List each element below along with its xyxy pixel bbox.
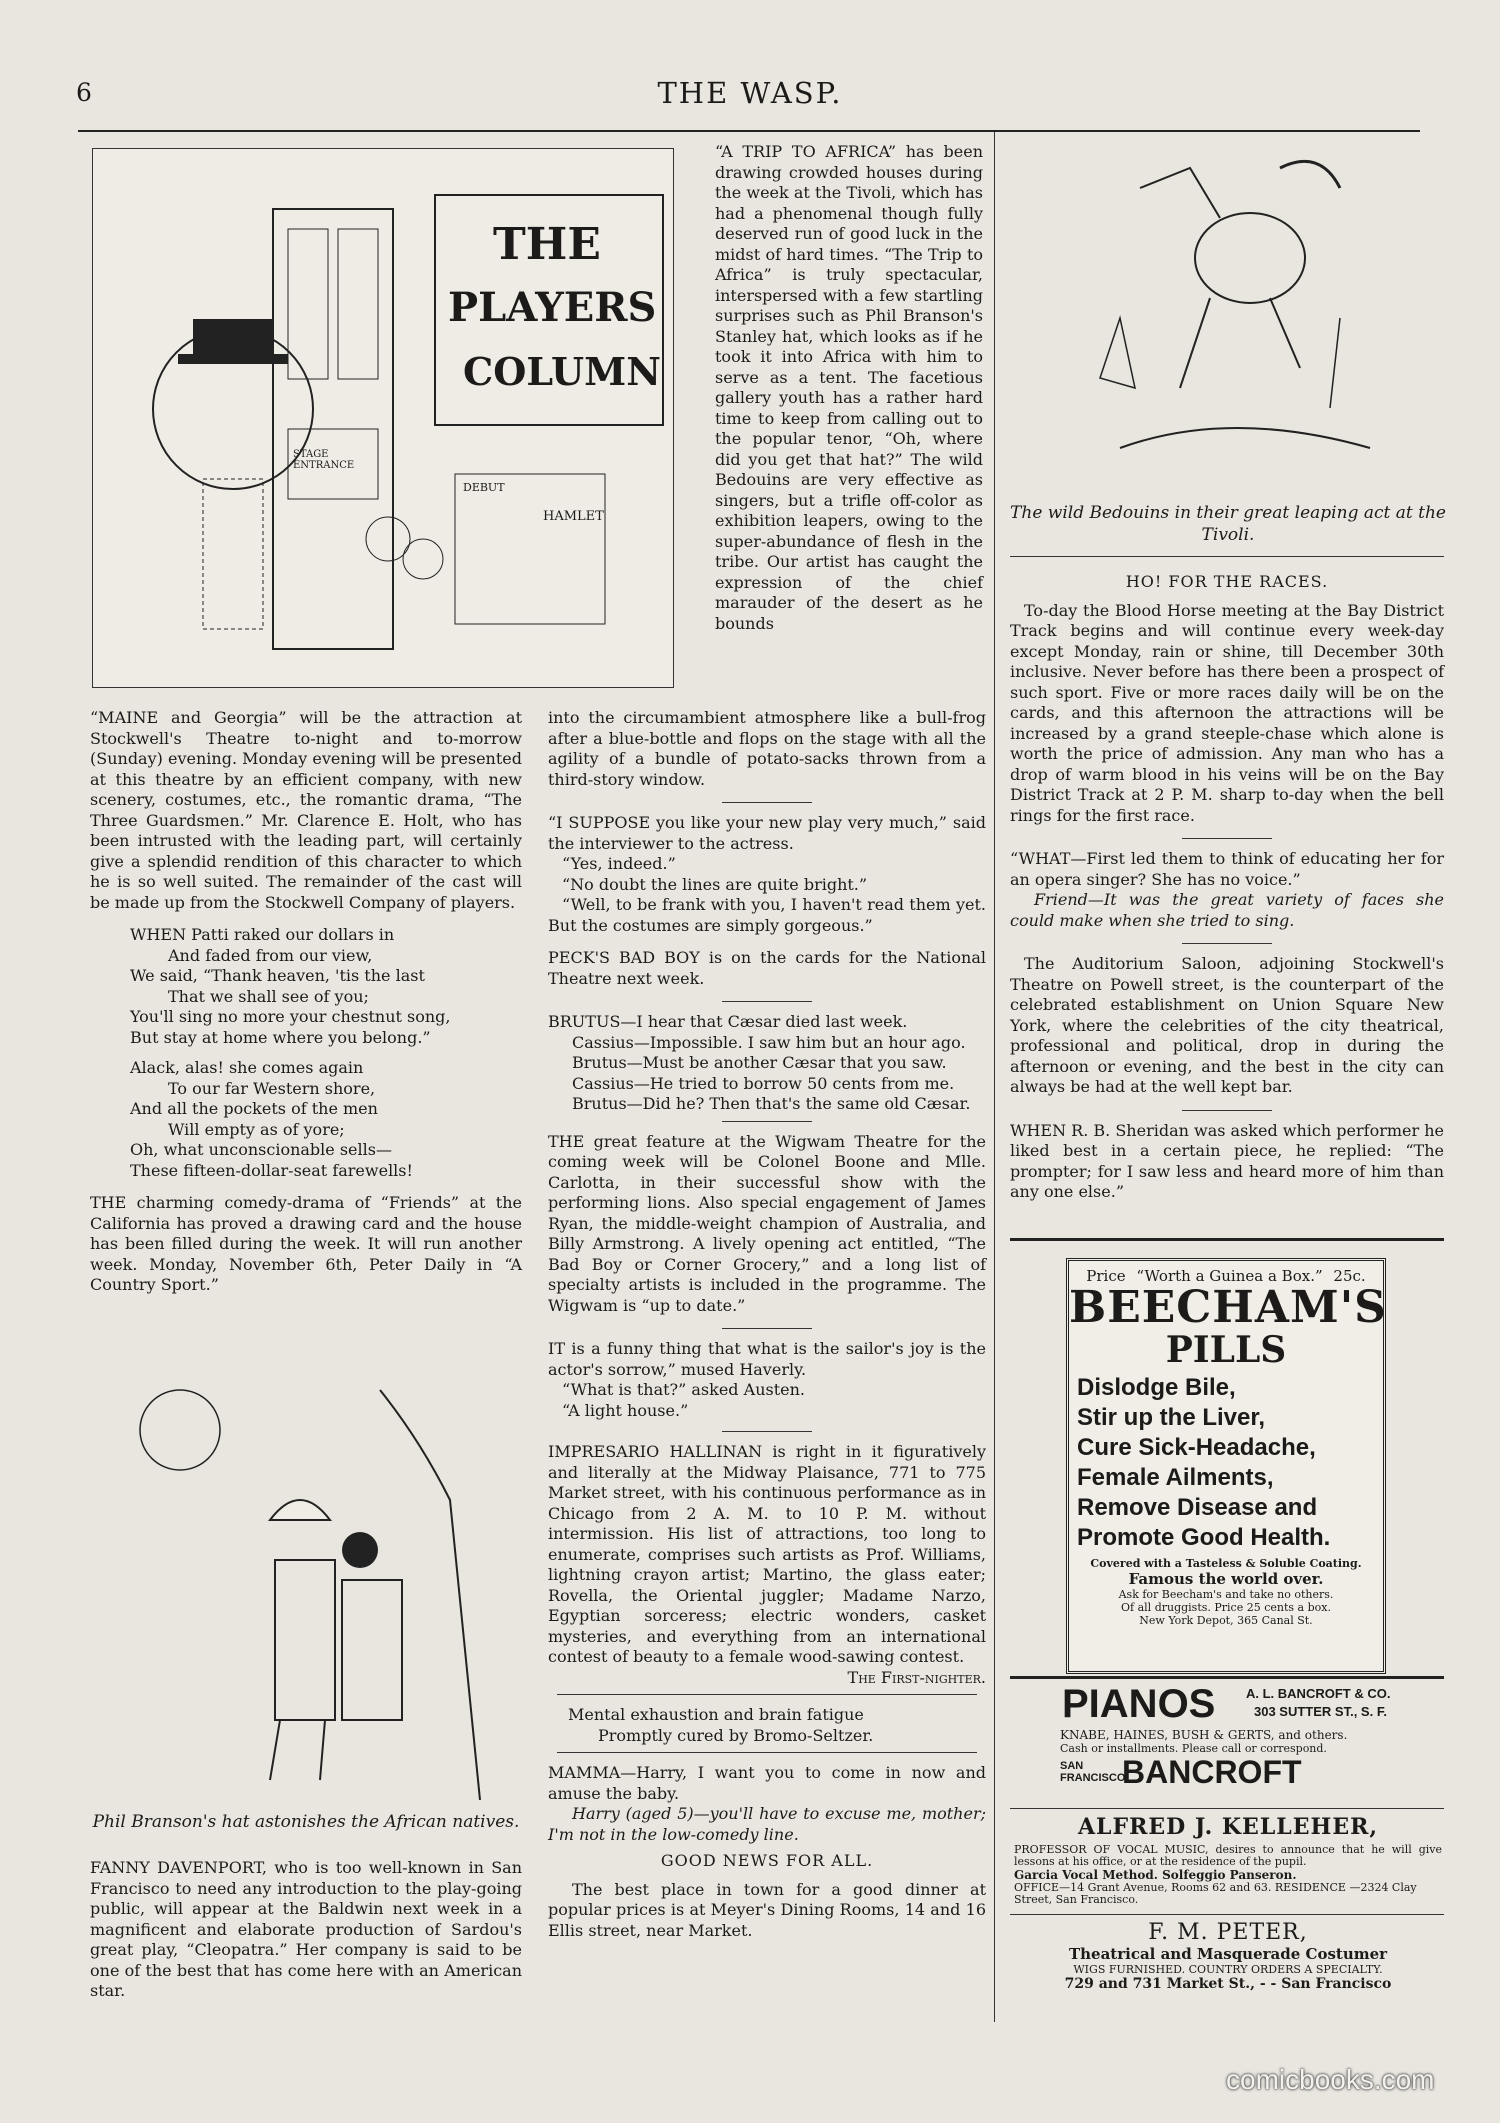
- brutus-line: Brutus—Must be another Cæsar that you saw.: [572, 1053, 947, 1072]
- maine-georgia-article: “MAINE and Georgia” will be the attraction at Stockwell's Theatre to-night and to-morrow (Sunday) evening. Monday evening will be presented at this theatre by an efficient company, with new scenery, costumes, etc., the romantic drama, “The Three Guardsmen.” Mr. Clarence E. Holt, who has been intrusted with the leading part, will certainly give a splendid rendition of this character to which he is so well suited. The remainder of the cast will be made up from the Stockwell Company of players.: [90, 708, 522, 912]
- poem-line: WHEN Patti raked our dollars in: [130, 925, 395, 944]
- brutus-line: Cassius—Impossible. I saw him but an hour ago.: [572, 1032, 966, 1052]
- claim-line: Promote Good Health.: [1077, 1524, 1331, 1551]
- kelleher-office: OFFICE—14 Grant Avenue, Rooms 62 and 63. RESIDENCE —2324 Clay Street, San Francisco.: [1014, 1881, 1417, 1906]
- peter-name: F. M. PETER,: [1148, 1920, 1308, 1945]
- players-sign-players: PLAYERS: [448, 284, 657, 331]
- what-article: “WHAT—First led them to think of educating her for an opera singer? She has no voice.”: [1010, 849, 1444, 889]
- poem-line: And all the pockets of the men: [130, 1099, 378, 1118]
- players-column-illustration: [92, 148, 674, 688]
- friends-article: THE charming comedy-drama of “Friends” at the California has proved a drawing card and the house has been filled during the week. It will run another week. Monday, November 6th, Peter Daily in “A Country Sport.”: [90, 1193, 522, 1294]
- stage-entrance-sign: STAGE ENTRANCE: [293, 449, 355, 471]
- claim-line: Dislodge Bile,: [1077, 1374, 1236, 1401]
- peter-address: 729 and 731 Market St., - - San Francisco: [1064, 1976, 1392, 1992]
- auditorium-saloon-article: The Auditorium Saloon, adjoining Stockwell's Theatre on Powell street, is the counterpart of the celebrated establishment on Union Square New York, where the celebrities of the city theatrical, professional and political, drop in during the afternoon or evening, and the best in the city can always be had at the well kept bar.: [1010, 954, 1444, 1096]
- kelleher-method: Garcia Vocal Method. Solfeggio Panseron.: [1014, 1868, 1297, 1882]
- column-2: [548, 708, 986, 1953]
- claim-line: Cure Sick-Headache,: [1077, 1434, 1316, 1461]
- poem-line: You'll sing no more your chestnut song,: [130, 1007, 451, 1026]
- beecham-famous: Famous the world over.: [1128, 1570, 1324, 1588]
- pianos-terms: Cash or installments. Please call or correspond.: [1060, 1742, 1327, 1755]
- trip-to-africa-text: “A TRIP TO AFRICA” has been drawing crowded houses during the week at the Tivoli, which has had a phenomenal though fully deserved run of good luck in the midst of hard times. “The Trip to Africa” is truly spectacular, interspersed with a few startling surprises such as Phil Branson's Stanley hat, which looks as if he took it into Africa with him to serve as a tent. The facetious gallery youth has a rather hard time to keep from calling out to the popular tenor, “Oh, where did you get that hat?” The wild Bedouins are very effective as singers, but a trifle off-color as exhibition leapers, owing to the super-abundance of flesh in the tribe. Our artist has caught the expression of the chief marauder of the desert as he bounds: [715, 142, 983, 633]
- claim-line: Remove Disease and: [1077, 1494, 1318, 1521]
- pianos-ad: [1010, 1682, 1444, 1802]
- hallinan-article: IMPRESARIO HALLINAN is right in it figuratively and literally at the Midway Plaisance, 771 to 775 Market street, with his continuous performance as in Chicago from 2 A. M. to 10 P. M. without intermission. His list of attractions, too long to enumerate, comprises such artists as Prof. Williams, lightning crayon artist; Martino, the glass eater; Rovella, the Oriental juggler; Madame Narzo, Egyptian sorceress; electric wonders, casket mysteries, and everything from an international contest of beauty to a female wood-sawing contest.: [548, 1442, 986, 1666]
- divider: [722, 802, 812, 803]
- beecham-coating: Covered with a Tasteless & Soluble Coating.: [1090, 1557, 1362, 1570]
- players-sign-column: COLUMN: [463, 349, 661, 394]
- africa-natives-illustration: [120, 1380, 530, 1800]
- bedouins-caption: The wild Bedouins in their great leaping act at the Tivoli.: [1010, 503, 1446, 545]
- good-news-heading: GOOD NEWS FOR ALL.: [660, 1851, 874, 1870]
- first-nighter-signature: The First-nighter.: [847, 1667, 986, 1687]
- col3-rule: [1010, 556, 1444, 557]
- brutus-line: Brutus—Did he? Then that's the same old Cæsar.: [572, 1094, 971, 1113]
- ads-rule: [1010, 1914, 1444, 1915]
- divider: [722, 1431, 812, 1432]
- sailor-article: IT is a funny thing that what is the sailor's joy is the actor's sorrow,” mused Haverly.: [548, 1339, 986, 1379]
- bromo-line: Mental exhaustion and brain fatigue: [568, 1705, 864, 1724]
- beecham-slogan: “Worth a Guinea a Box.”: [1136, 1267, 1323, 1285]
- suppose-line: “No doubt the lines are quite bright.”: [562, 874, 868, 894]
- pianos-brands: KNABE, HAINES, BUSH & GERTS, and others.: [1060, 1728, 1348, 1742]
- peter-trade: Theatrical and Masquerade Costumer: [1068, 1945, 1388, 1963]
- divider: [722, 1001, 812, 1002]
- peter-wigs: WIGS FURNISHED. COUNTRY ORDERS A SPECIALTY.: [1073, 1963, 1383, 1976]
- friend-reply: Friend—It was the great variety of faces she could make when she tried to sing.: [1010, 890, 1444, 930]
- poem-line: Oh, what unconscionable sells—: [130, 1140, 392, 1159]
- poster-debut: DEBUT: [463, 481, 505, 494]
- watermark: comicbooks.com: [1226, 2064, 1435, 2095]
- divider: [557, 1694, 977, 1695]
- header-rule: [78, 130, 1420, 132]
- kelleher-text: PROFESSOR OF VOCAL MUSIC, desires to announce that he will give lessons at his office, or at the residence of the pupil.: [1014, 1843, 1442, 1868]
- beecham-fine2: Of all druggists. Price 25 cents a box.: [1121, 1601, 1331, 1614]
- trip-continuation: into the circumambient atmosphere like a bull-frog after a blue-bottle and flops on the stage with all the agility of a bundle of potato-sacks thrown from a third-story window.: [548, 708, 986, 789]
- suppose-line: “Yes, indeed.”: [562, 854, 676, 873]
- trip-to-africa-article: [715, 142, 983, 634]
- poster-hamlet: HAMLET: [543, 509, 604, 524]
- brutus-line: BRUTUS—I hear that Cæsar died last week.: [548, 1012, 908, 1031]
- divider: [1182, 1110, 1272, 1111]
- divider: [722, 1328, 812, 1329]
- fanny-davenport-text: FANNY DAVENPORT, who is too well-known in San Francisco to need any introduction to the play-going public, will appear at the Baldwin next week in a magnificent and elaborate production of Sardou's great play, “Cleopatra.” Her company is said to be one of the best that has come here with an American star.: [90, 1858, 522, 2000]
- fanny-davenport-article: [90, 1858, 522, 2014]
- poem-line: These fifteen-dollar-seat farewells!: [130, 1160, 413, 1180]
- poem-line: That we shall see of you;: [168, 986, 369, 1006]
- ads-rule: [1010, 1676, 1444, 1679]
- page-number: 6: [76, 78, 92, 107]
- beechams-pills-ad: [1066, 1258, 1386, 1674]
- wigwam-article: THE great feature at the Wigwam Theatre for the coming week will be Colonel Boone and Mlle. Carlotta, in their successful show with the performing lions. Also special engagement of James Ryan, the middle-weight champion of Australia, and Billy Armstrong. A lively opening act entitled, “The Bad Boy or Corner Grocery,” and a long list of specialty artists is included in the programme. The Wigwam is “up to date.”: [548, 1131, 986, 1315]
- sailor-line: “What is that?” asked Austen.: [562, 1380, 805, 1399]
- column-1: [90, 708, 522, 1308]
- bedouins-drawing: [1060, 148, 1400, 488]
- pianos-bancroft: BANCROFT: [1122, 1754, 1302, 1790]
- races-heading: HO! FOR THE RACES.: [1125, 572, 1329, 591]
- peter-ad: [1012, 1920, 1444, 1992]
- poem-line: To our far Western shore,: [168, 1078, 376, 1098]
- africa-natives-drawing: [120, 1380, 530, 1800]
- kelleher-ad: [1014, 1814, 1442, 1906]
- ads-top-rule: [1010, 1238, 1444, 1241]
- kelleher-name: ALFRED J. KELLEHER,: [1077, 1814, 1379, 1840]
- brutus-line: Cassius—He tried to borrow 50 cents from me.: [572, 1073, 955, 1093]
- poem-line: But stay at home where you belong.”: [130, 1027, 431, 1047]
- column-divider: [994, 132, 995, 2022]
- divider: [722, 1121, 812, 1122]
- poem-line: Alack, alas! she comes again: [130, 1058, 364, 1077]
- players-sign-the: THE: [493, 219, 601, 270]
- ads-rule: [1010, 1808, 1444, 1809]
- sheridan-article: WHEN R. B. Sheridan was asked which performer he liked best in a certain piece, he replied: “The prompter; for I saw less and heard more of him than any one else.”: [1010, 1120, 1444, 1201]
- beecham-price: Price: [1086, 1267, 1126, 1285]
- good-news-article: The best place in town for a good dinner at popular prices is at Meyer's Dining Rooms, 14 and 16 Ellis street, near Market.: [548, 1879, 986, 1940]
- claim-line: Stir up the Liver,: [1077, 1404, 1266, 1431]
- patti-poem: [130, 925, 522, 1181]
- beecham-claims: [1069, 1373, 1383, 1553]
- masthead: THE WASP.: [657, 76, 843, 110]
- beecham-price-value: 25c.: [1333, 1267, 1366, 1285]
- poem-line: And faded from our view,: [168, 945, 373, 965]
- sailor-line: “A light house.”: [562, 1400, 689, 1420]
- suppose-line: “Well, to be frank with you, I haven't read them yet. But the costumes are simply gorgeous.”: [548, 895, 986, 935]
- divider: [1182, 943, 1272, 944]
- pianos-company: A. L. BANCROFT & CO.: [1246, 1686, 1391, 1701]
- pecks-bad-boy: PECK'S BAD BOY is on the cards for the National Theatre next week.: [548, 948, 986, 988]
- pianos-word: PIANOS: [1062, 1682, 1216, 1726]
- bromo-line: Promptly cured by Bromo-Seltzer.: [598, 1725, 874, 1745]
- pianos-address: 303 SUTTER ST., S. F.: [1254, 1704, 1387, 1719]
- africa-caption: Phil Branson's hat astonishes the African natives.: [92, 1812, 520, 1832]
- beecham-fine1: Ask for Beecham's and take no others.: [1118, 1588, 1334, 1601]
- divider: [557, 1752, 977, 1753]
- beecham-fine3: New York Depot, 365 Canal St.: [1139, 1614, 1313, 1627]
- pianos-city: SAN FRANCISCO.: [1060, 1760, 1129, 1784]
- claim-line: Female Ailments,: [1077, 1464, 1274, 1491]
- harry-reply: Harry (aged 5)—you'll have to excuse me, mother; I'm not in the low-comedy line.: [548, 1804, 986, 1844]
- bedouins-illustration: [1060, 148, 1400, 488]
- beecham-pills: PILLS: [1165, 1329, 1287, 1371]
- poem-line: Will empty as of yore;: [168, 1119, 345, 1139]
- column-3: [1010, 566, 1444, 1215]
- suppose-article: “I SUPPOSE you like your new play very much,” said the interviewer to the actress.: [548, 813, 986, 853]
- divider: [1182, 838, 1272, 839]
- mamma-article: MAMMA—Harry, I want you to come in now and amuse the baby.: [548, 1763, 986, 1803]
- races-article: To-day the Blood Horse meeting at the Bay District Track begins and will continue every week-day except Monday, rain or shine, till December 30th inclusive. Never before has there been a prospect of such sport. Five or more races daily will be on the cards, and this afternoon the attractions will be increased by a grand steeple-chase which alone is worth the price of admission. Any man who has a drop of warm blood in his veins will be on the Bay District Track at 2 P. M. sharp to-day when the bell rings for the first race.: [1010, 600, 1444, 825]
- beecham-brand: BEECHAM'S: [1069, 1282, 1387, 1333]
- poem-line: We said, “Thank heaven, 'tis the last: [130, 966, 425, 985]
